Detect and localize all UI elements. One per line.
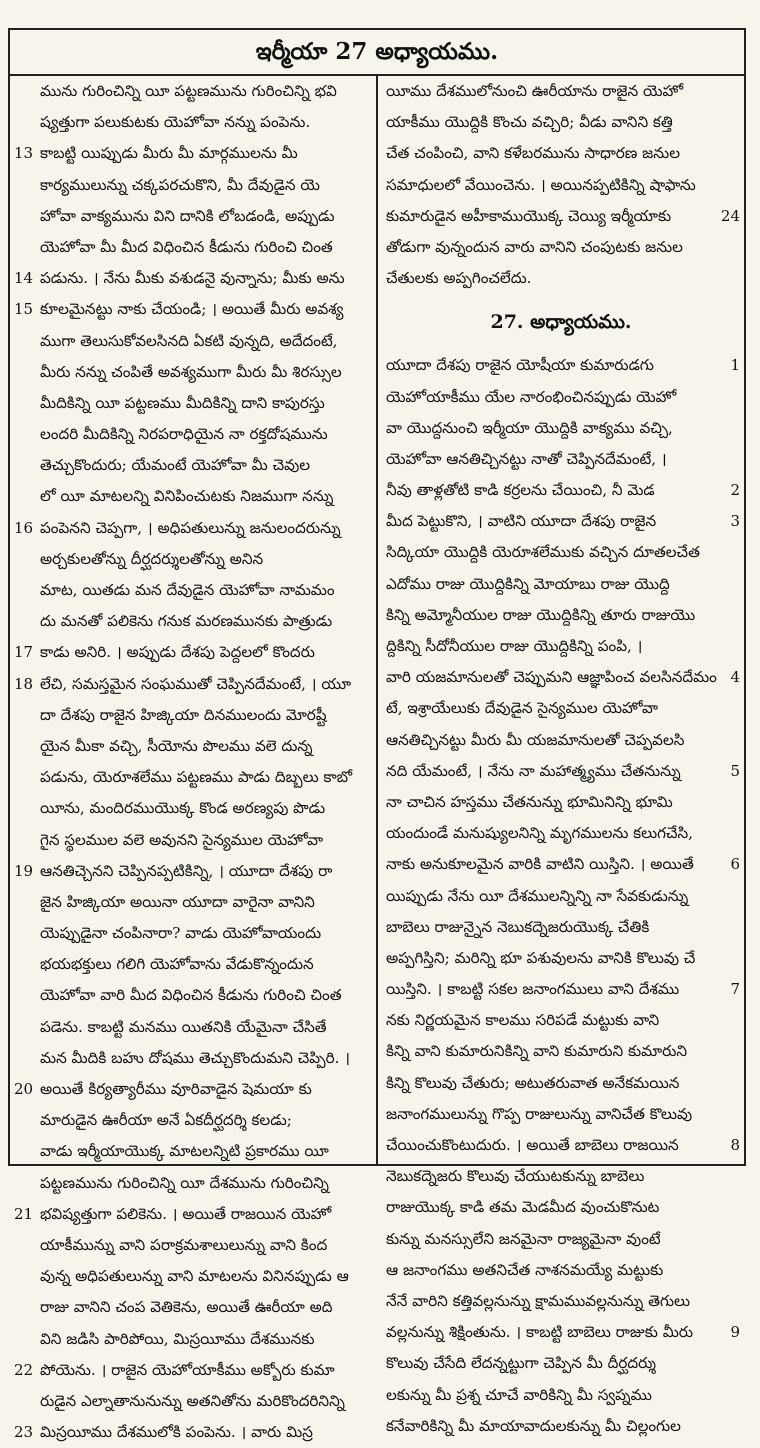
- line-text: మిస్రయీము దేశములోకి పంపెను. । వారు మిస్ర: [40, 1423, 313, 1442]
- text-line: [378, 444, 744, 475]
- page-title: ఇర్మీయా 27 అధ్యాయము.: [10, 30, 744, 76]
- verse-number: 20: [14, 1080, 34, 1098]
- text-line: [10, 606, 376, 637]
- line-text: మారుడైన ఊరీయా అనే ఏకదీర్ఘదర్శి కలడు;: [40, 1111, 292, 1130]
- text-line: [378, 1380, 744, 1411]
- text-line: [378, 413, 744, 444]
- line-text: ముగా తెలుసుకోవలసినది ఏకటి వున్నది, అదేదంటే,: [40, 331, 338, 350]
- text-line: [10, 949, 376, 980]
- text-line: [10, 1074, 376, 1105]
- text-line: [378, 631, 744, 662]
- right-column-bottom: [378, 350, 744, 1442]
- text-line: [10, 762, 376, 793]
- text-line: [378, 849, 744, 880]
- text-line: [378, 693, 744, 724]
- text-line: [378, 1192, 744, 1223]
- verse-number: 23: [14, 1423, 34, 1442]
- right-column-top: [378, 76, 744, 294]
- text-line: [378, 569, 744, 600]
- text-line: [378, 756, 744, 787]
- text-line: [378, 1161, 744, 1192]
- text-line: [10, 825, 376, 856]
- text-line: [378, 1036, 744, 1067]
- line-text: ష్యత్తుగా పలుకుటకు యెహోవా నన్ను పంపెను.: [40, 113, 311, 132]
- text-line: [10, 1199, 376, 1230]
- text-line: [10, 1012, 376, 1043]
- line-text: నీవు తాళ్లతోటి కాడి కర్రలను చేయించి, నీ మెడ: [386, 481, 655, 500]
- text-line: [378, 350, 744, 381]
- line-text: బాబెలు రాజున్నైన నెబుకద్నెజరుయొక్క చేతికి: [386, 917, 650, 936]
- line-text: భయభక్తులు గలిగి యెహోవాను వేడుకొన్నందున: [40, 955, 314, 974]
- line-text: సిద్కియా యొద్దికి యెరూశలేముకు వచ్చిన దూతలచేత: [386, 543, 700, 562]
- line-text: నా చాచిన హస్తము చేతనున్ను భూమినిన్ని భూమి: [386, 792, 673, 811]
- text-line: [10, 357, 376, 388]
- line-text: యందుండే మనుష్యులనిన్ని మృగములను కలుగచేసి,: [386, 824, 694, 843]
- text-line: [10, 201, 376, 232]
- line-text: మీరు నన్ను చంపితే అవశ్యముగా మీరు మీ శిరస్సుల: [40, 362, 342, 381]
- line-text: కాడు అనిరి. । అప్పుడు దేశపు పెద్దలలో కొందరు: [40, 643, 315, 662]
- text-line: [378, 818, 744, 849]
- text-line: [10, 388, 376, 419]
- verse-number: 8: [730, 1136, 740, 1154]
- text-line: [378, 537, 744, 568]
- line-text: కనేవారికిన్ని మీ మాయావాదులకున్ను మీ చిల్లంగుల: [386, 1416, 681, 1435]
- line-text: విని జడిసి పారిపోయి, మిస్రయీము దేశమునకు: [40, 1329, 315, 1348]
- line-text: పడును. । నేను మీకు వశుడనై వున్నాను; మీకు అను: [40, 269, 345, 288]
- verse-number: 19: [14, 861, 34, 880]
- verse-number: 2: [730, 481, 740, 500]
- line-text: ద్దికిన్ని సీదోనీయుల రాజు యొద్దికిన్ని పంపి, ।: [386, 637, 643, 655]
- text-line: [10, 669, 376, 700]
- text-line: [378, 138, 744, 169]
- line-text: కిన్ని అమ్మోనీయుల రాజు యొద్దికిన్ని తూరు రాజుయొ: [386, 605, 696, 624]
- line-text: యిస్తిని. । కాబట్టి సకల జనాంగములు వాని దేశము: [386, 980, 680, 999]
- line-text: కున్ను మనస్సులేని జనమైనా రాజ్యమైనా వుంటే: [386, 1229, 661, 1248]
- line-text: కొలువు చేసేది లేదన్నట్టుగా చెప్పిన మీ దీర్ఘదర్శు: [386, 1354, 657, 1373]
- text-line: [378, 1255, 744, 1286]
- text-line: [10, 887, 376, 918]
- text-line: [10, 513, 376, 544]
- line-text: యెప్పుడైనా చంపినారా? వాడు యెహోవాయందు: [40, 924, 322, 943]
- verse-number: 3: [730, 512, 740, 531]
- line-text: పోయెను. । రాజైన యెహోయాకీము అక్బోరు కుమా: [40, 1360, 335, 1379]
- line-text: యిప్పుడు నేను యీ దేశములన్నిన్ని నా సేవకుడున్ను: [386, 886, 689, 905]
- line-text: జైన హిజ్కియా అయినా యూదా వారైనా వానిని: [40, 892, 315, 911]
- verse-number: 22: [14, 1360, 34, 1379]
- line-text: యెహోయాకీము యేల నారంభించినప్పుడు యెహో: [386, 387, 677, 406]
- line-text: కార్యములున్ను చక్కపరచుకొని, మీ దేవుడైన యె: [40, 175, 320, 194]
- line-text: చేతులకు అప్పగించలేదు.: [386, 269, 532, 288]
- line-text: అప్పగిస్తిని; మరిన్ని భూ పశువులను వానికి కొలువు చే: [386, 948, 696, 967]
- text-line: [378, 475, 744, 506]
- line-text: చేయించుకొంటుదురు. । అయితే బాబెలు రాజయిన: [386, 1136, 679, 1154]
- text-line: [10, 294, 376, 325]
- text-line: [10, 544, 376, 575]
- text-line: [10, 793, 376, 824]
- text-line: [10, 326, 376, 357]
- left-column: [10, 76, 378, 1442]
- line-text: యీను, మందిరముయొక్క కొండ అరణ్యపు పొడు: [40, 799, 326, 818]
- text-line: [378, 382, 744, 413]
- line-text: లందరి మీదికిన్ని నిరపరాధియైన నా రక్తదోషమును: [40, 425, 328, 444]
- line-text: రాజు వానిని చంప వెతికెను, అయితే ఊరీయా అది: [40, 1298, 333, 1317]
- text-line: [378, 170, 744, 201]
- text-line: [10, 450, 376, 481]
- text-line: [378, 1068, 744, 1099]
- line-text: ఆనతిచ్చెనని చెప్పినప్పటికిన్ని, । యూదా దేశపు రా: [40, 861, 333, 880]
- text-line: [10, 1324, 376, 1355]
- text-line: [378, 725, 744, 756]
- verse-number: 17: [14, 643, 34, 662]
- text-line: [10, 1355, 376, 1386]
- text-line: [378, 1348, 744, 1379]
- text-line: [378, 1005, 744, 1036]
- verse-number: 16: [14, 518, 34, 537]
- text-line: [10, 107, 376, 138]
- text-line: [10, 76, 376, 107]
- line-text: యాకీము యొద్దికి కొంచు వచ్చిరి; వీడు వానిని కత్తి: [386, 113, 673, 132]
- verse-number: 6: [730, 855, 740, 874]
- text-line: [378, 263, 744, 294]
- line-text: అయితే కిర్యత్యారీము వూరివాడైన షెమయా కు: [40, 1080, 312, 1098]
- line-text: మీద పెట్టుకొని, । వాటిని యూదా దేశపు రాజైన: [386, 512, 657, 531]
- text-line: [10, 1417, 376, 1448]
- text-line: [378, 76, 744, 107]
- verse-number: 7: [730, 980, 740, 999]
- line-text: గైన స్థలముల వలె అవునని సైన్యముల యెహోవా: [40, 830, 324, 849]
- line-text: రుడైన ఎల్నాతానునున్ను అతనితోను మరికొందరినిన్ని: [40, 1391, 345, 1410]
- line-text: వా యొద్దనుంచి ఇర్మీయా యొద్దికి వాక్యము వచ్చి,: [386, 418, 673, 437]
- text-line: [378, 1130, 744, 1161]
- verse-number: 24: [720, 206, 740, 225]
- text-line: [378, 600, 744, 631]
- verse-number: 4: [730, 668, 740, 687]
- text-line: [10, 980, 376, 1011]
- text-line: [10, 1230, 376, 1261]
- text-line: [10, 1136, 376, 1167]
- text-line: [10, 419, 376, 450]
- line-text: సమాధులలో వేయించెను. । అయినప్పటికిన్ని షాఫాను: [386, 175, 696, 194]
- line-text: మీదికిన్ని యీ పట్టణము మీదికిన్ని దాని కాపురస్తు: [40, 393, 325, 412]
- line-text: నేనే వారిని కత్తివల్లనున్ను క్షామమువల్లనున్ను తెగులు: [386, 1291, 691, 1310]
- chapter-heading: 27. అధ్యాయము.: [490, 311, 632, 334]
- line-text: తెచ్చుకొందురు; యేమంటే యెహోవా మీ చెవుల: [40, 456, 311, 475]
- text-line: [378, 1411, 744, 1442]
- line-text: రాజుయొక్క కాడి తమ మెడమీద వుంచుకొనుట: [386, 1198, 660, 1217]
- verse-number: 18: [14, 674, 34, 693]
- line-text: ఎదోము రాజు యొద్దికిన్ని మోయాబు రాజు యొద్ది: [386, 574, 670, 593]
- text-line: [378, 881, 744, 912]
- line-text: నాకు అనుకూలమైన వారికి వాటిని యిస్తిని. । అయితే: [386, 855, 694, 874]
- line-text: జనాంగములున్ను గొప్ప రాజులున్ను వానిచేత కొలువు: [386, 1104, 693, 1123]
- text-line: [10, 637, 376, 668]
- verse-number: 1: [730, 356, 740, 375]
- line-text: కిన్ని వాని కుమారునికిన్ని వాని కుమారుని కుమారుని: [386, 1042, 688, 1061]
- line-text: వున్న అధిపతులున్ను వాని మాటలను వినినప్పుడు ఆ: [40, 1267, 349, 1286]
- line-text: పడును, యెరూశలేము పట్టణము పాడు దిబ్బలు కాబో: [40, 768, 353, 787]
- line-text: అర్చకులతోన్ను దీర్ఘదర్శులతోన్ను అనిన: [40, 549, 264, 568]
- text-line: [10, 700, 376, 731]
- text-columns: [10, 76, 744, 1442]
- line-text: యెహోవా ఆనతిచ్చినట్టు నాతో చెప్పినదేమంటే, ।: [386, 449, 667, 468]
- line-text: కిన్ని కొలువు చేతురు; అటుతరువాత అనేకమయిన: [386, 1073, 680, 1092]
- line-text: భవిష్యత్తుగా పలికెను. । అయితే రాజయిన యెహో: [40, 1204, 332, 1223]
- line-text: కుమారుడైన అహీకాముయొక్క చెయ్యి ఇర్మీయాకు: [386, 206, 672, 225]
- line-text: యీము దేశములోనుంచి ఊరీయాను రాజైన యెహో: [386, 82, 684, 100]
- text-line: [10, 138, 376, 169]
- line-text: కూలమైనట్టు నాకు చేయండి; । అయితే మీరు అవశ్య: [40, 300, 344, 319]
- line-text: మాట, యితడు మన దేవుడైన యెహోవా నామమం: [40, 581, 335, 599]
- text-line: [10, 1168, 376, 1199]
- text-line: [10, 856, 376, 887]
- line-text: ఆనతిచ్చినట్టు మీరు మీ యజమానులతో చెప్పవలసి: [386, 730, 685, 749]
- line-text: హోవా వాక్యమును విని దానికి లోబడండి, అప్పుడు: [40, 206, 335, 225]
- text-line: [378, 1286, 744, 1317]
- verse-number: 15: [14, 300, 34, 319]
- scripture-page: [8, 28, 746, 1442]
- text-line: [10, 575, 376, 606]
- text-line: [378, 1224, 744, 1255]
- text-line: [10, 1043, 376, 1074]
- line-text: వారి యజమానులతో చెప్పుమని ఆజ్ఞాపించ వలసినదేమం: [386, 668, 717, 687]
- text-line: [378, 787, 744, 818]
- text-line: [378, 974, 744, 1005]
- text-line: [10, 1292, 376, 1323]
- line-text: ఆ జనాంగము అతనిచేత నాశనమయ్యే మట్టుకు: [386, 1260, 664, 1279]
- text-line: [10, 918, 376, 949]
- verse-number: 5: [730, 761, 740, 780]
- line-text: లేచి, సమస్తమైన సంఘముతో చెప్పినదేమంటే, । యూ: [40, 674, 352, 693]
- text-line: [10, 170, 376, 201]
- text-line: [378, 1317, 744, 1348]
- line-text: దు మనతో పలికెను గనుక మరణమునకు పాత్రుడు: [40, 612, 333, 631]
- line-text: తోడుగా వున్నందున వారు వానిని చంపుటకు జనుల: [386, 237, 683, 256]
- line-text: వాడు ఇర్మీయాయొక్క మాటలన్నిటి ప్రకారము యీ: [40, 1142, 329, 1161]
- text-line: [10, 1386, 376, 1417]
- line-text: లకున్ను మీ ప్రశ్న చూచే వారికిన్ని మీ స్వప్నము: [386, 1385, 652, 1404]
- text-line: [10, 232, 376, 263]
- text-line: [378, 506, 744, 537]
- text-line: [378, 912, 744, 943]
- line-text: పంపెనని చెప్పగా, । అధిపతులున్ను జనులందరున్ను: [40, 518, 341, 537]
- verse-number: 14: [14, 269, 34, 288]
- text-line: [378, 201, 744, 232]
- text-line: [10, 263, 376, 294]
- text-line: [10, 1261, 376, 1292]
- text-line: [378, 232, 744, 263]
- verse-number: 13: [14, 144, 34, 163]
- line-text: టే, ఇశ్రాయేలుకు దేవుడైన సైన్యముల యెహోవా: [386, 699, 658, 718]
- verse-number: 9: [730, 1323, 740, 1342]
- verse-number: 21: [14, 1204, 34, 1223]
- text-line: [378, 943, 744, 974]
- line-text: యెహోవా మీ మీద విధించిన కీడును గురించి చింత: [40, 237, 333, 256]
- text-line: [378, 1099, 744, 1130]
- line-text: చేత చంపించి, వాని కళేబరమును సాధారణ జనుల: [386, 144, 680, 163]
- line-text: యెహోవా వారి మీద విధించిన కీడును గురించి చింత: [40, 986, 342, 1005]
- line-text: వల్లనున్ను శిక్షింతును. । కాబట్టి బాబెలు రాజుకు మీరు: [386, 1323, 694, 1342]
- text-line: [10, 731, 376, 762]
- line-text: యూదా దేశపు రాజైన యోషీయా కుమారుడగు: [386, 356, 654, 375]
- text-line: [10, 1105, 376, 1136]
- line-text: యైన మీకా వచ్చి, సీయోను పొలము వలె దున్న: [40, 736, 313, 755]
- line-text: దా దేశపు రాజైన హిజ్కియా దినములందు మోరష్టీ: [40, 705, 327, 724]
- line-text: నకు నిర్ణయమైన కాలము సరిపడే మట్టుకు వాని: [386, 1011, 660, 1030]
- line-text: మన మీదికి బహు దోషము తెచ్చుకొందుమని చెప్పిరి. ।: [40, 1048, 351, 1067]
- line-text: నెబుకద్నెజరు కొలువు చేయుటకున్ను బాబెలు: [386, 1167, 645, 1186]
- line-text: కాబట్టి యిప్పుడు మీరు మీ మార్గములను మీ: [40, 144, 298, 163]
- line-text: పడెను. కాబట్టి మనము యితనికి యేమైనా చేసితే: [40, 1017, 327, 1036]
- text-line: [378, 662, 744, 693]
- text-line: [10, 481, 376, 512]
- right-column: [378, 76, 744, 1435]
- line-text: యాకీమున్ను వాని పరాక్రమశాలులున్ను వాని కింద: [40, 1235, 328, 1254]
- line-text: లో యీ మాటలన్ని వినిపించుటకు నిజముగా నన్ను: [40, 487, 334, 506]
- line-text: పట్టణమును గురించిన్ని యీ దేశమును గురించిన్ని: [40, 1173, 329, 1192]
- line-text: నది యేమంటే, । నేను నా మహాత్మ్యము చేతనున్ను: [386, 761, 681, 780]
- line-text: మును గురించిన్ని యీ పట్టణమును గురించిన్ని భవి: [40, 82, 337, 100]
- text-line: [378, 107, 744, 138]
